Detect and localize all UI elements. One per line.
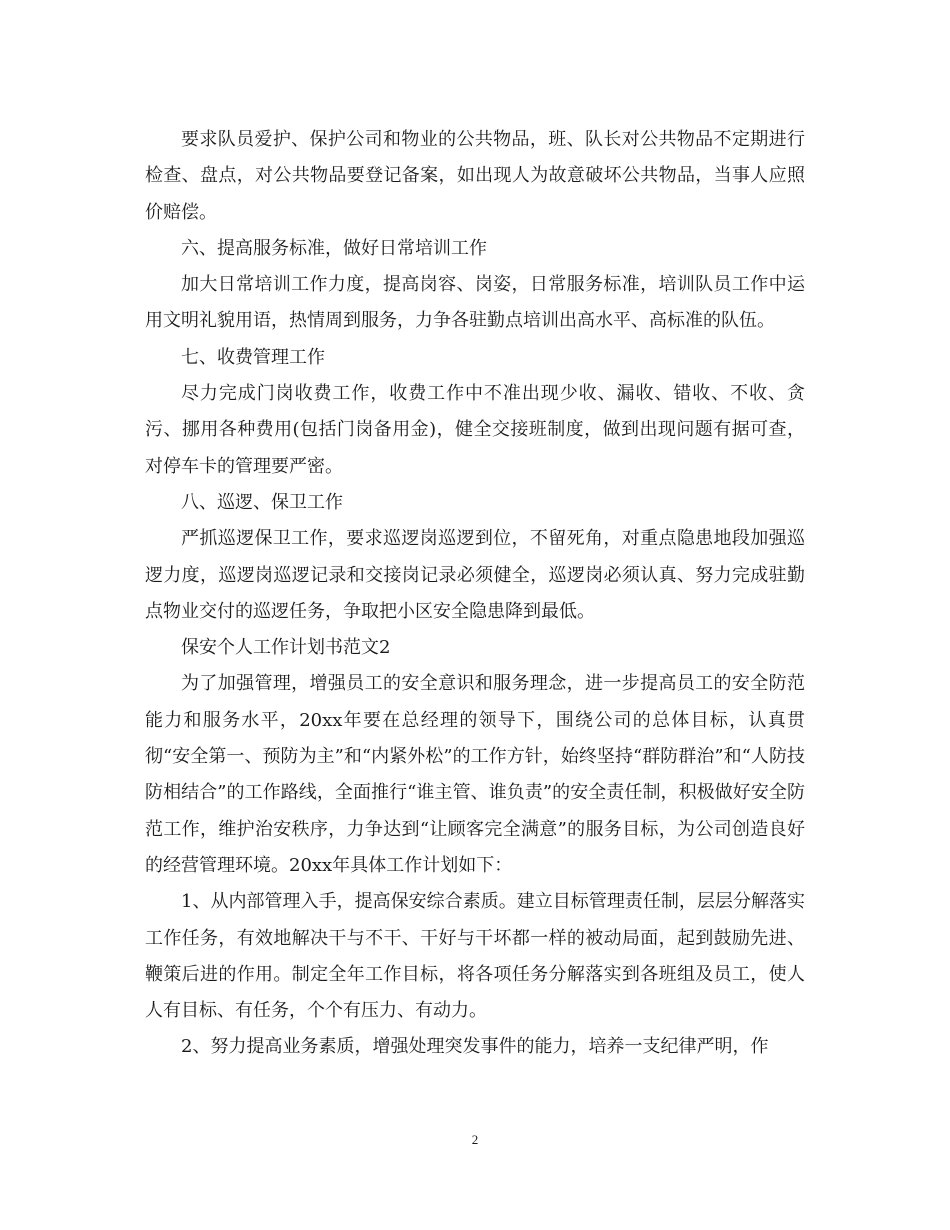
section-heading-patrol: 八、巡逻、保卫工作 [181,491,343,513]
paragraph-public-property: 要求队员爱护、保护公司和物业的公共物品，班、队长对公共物品不定期进行检查、盘点，对公共物品要登记备案，如出现人为故意破坏公共物品，当事人应照价赔偿。 [145,129,805,223]
paragraph-patrol: 严抓巡逻保卫工作，要求巡逻岗巡逻到位，不留死角，对重点隐患地段加强巡逻力度，巡逻岗巡逻记录和交接岗记录必须健全，巡逻岗必须认真、努力完成驻勤点物业交付的巡逻任务，争取把小区安全隐患降到最低。 [145,528,805,622]
paragraph-item-1: 1、从内部管理入手，提高保安综合素质。建立目标管理责任制，层层分解落实工作任务，有效地解决干与不干、干好与干坏都一样的被动局面，起到鼓励先进、鞭策后进的作用。制定全年工作目标，将各项任务分解落实到各班组及员工，使人人有目标、有任务，个个有压力、有动力。 [145,891,805,1022]
paragraph-fee-management: 尽力完成门岗收费工作，收费工作中不准出现少收、漏收、错收、不收、贪污、挪用各种费用(包括门岗备用金)，健全交接班制度，做到出现问题有据可查，对停车卡的管理要严密。 [145,383,805,477]
paragraph-service-training: 加大日常培训工作力度，提高岗容、岗姿，日常服务标准，培训队员工作中运用文明礼貌用语，热情周到服务，力争各驻勤点培训出高水平、高标准的队伍。 [145,274,805,332]
document-subtitle: 保安个人工作计划书范文2 [181,637,391,659]
section-heading-fee-management: 七、收费管理工作 [181,346,325,368]
paragraph-item-2: 2、努力提高业务素质，增强处理突发事件的能力，培养一支纪律严明，作 [181,1036,769,1058]
page-number: 2 [471,1132,479,1147]
paragraph-introduction: 为了加强管理，增强员工的安全意识和服务理念，进一步提高员工的安全防范能力和服务水平，20xx年要在总经理的领导下，围绕公司的总体目标，认真贯彻“安全第一、预防为主”和“内紧外松”的工作方针，始终坚持“群防群治”和“人防技防相结合”的工作路线，全面推行“谁主管、谁负责”的安全责任制，积极做好安全防范工作，维护治安秩序，力争达到“让顾客完全满意”的服务目标，为公司创造良好的经营管理环境。20xx年具体工作计划如下： [145,673,805,876]
section-heading-service-training: 六、提高服务标准，做好日常培训工作 [181,237,487,259]
document-body [145,122,805,1066]
